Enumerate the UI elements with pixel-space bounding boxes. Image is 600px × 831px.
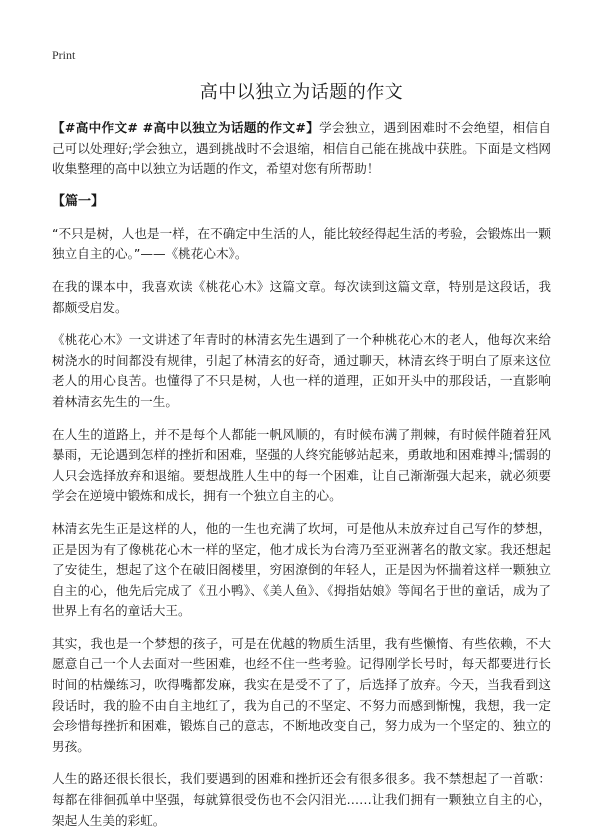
paragraph-6: 其实，我也是一个梦想的孩子，可是在优越的物质生活里，我有些懒惰、有些依赖，不大愿意自己一个人去面对一些困难，也经不住一些考验。记得刚学长号时，每天都要进行长时间的枯燥练习，吹得嘴都发麻，我实在是受不了了，后选择了放弃。今天，当我看到这段话时，我的脸不由自主地红了，我为自己的不坚定、不努力而感到惭愧，我想，我一定会珍惜每挫折和困难，锻炼自己的意志，不断地改变自己，努力成为一个坚定的、独立的男孩。	[52, 635, 551, 754]
paragraph-quote: “不只是树，人也是一样，在不确定中生活的人，能比较经得起生活的考验，会锻炼出一颗独立自主的心。”——《桃花心木》。	[52, 225, 551, 262]
section-heading: 【篇一】	[52, 193, 105, 209]
paragraph-5: 林清玄先生正是这样的人，他的一生也充满了坎坷，可是他从未放弃过自己写作的梦想，正是因为有了像桃花心木一样的坚定，他才成长为台湾乃至亚洲著名的散文家。我还想起了安徒生，想起了这个在破旧阁楼里，穷困潦倒的年轻人，正是因为怀揣着这样一颗独立自主的心，他先后完成了《丑小鸭》、《美人鱼》、《拇指姑娘》等闻名于世的童话，成为了世界上有名的童话大王。	[52, 520, 551, 619]
page-title: 高中以独立为话题的作文	[199, 82, 404, 103]
intro-paragraph	[52, 118, 551, 180]
paragraph-7: 人生的路还很长很长，我们要遇到的困难和挫折还会有很多很多。我不禁想起了一首歌：每都在徘徊孤单中坚强，每就算很受伤也不会闪泪光……让我们拥有一颗独立自主的心，架起人生美的彩虹。	[52, 771, 551, 828]
paragraph-4: 在人生的道路上，并不是每个人都能一帆风顺的，有时候布满了荆棘，有时候伴随着狂风暴雨，无论遇到怎样的挫折和困难，坚强的人终究能够站起来，勇敢地和困难搏斗;懦弱的人只会选择放弃和退缩。要想战胜人生中的每一个困难，让自己渐渐强大起来，就必须要学会在逆境中锻炼和成长，拥有一个独立自主的心。	[52, 426, 551, 504]
paragraph-2: 在我的课本中，我喜欢读《桃花心木》这篇文章。每次读到这篇文章，特别是这段话，我都颇受启发。	[52, 278, 551, 315]
print-label: Print	[52, 48, 76, 62]
intro-tag: 【#高中作文# #高中以独立为话题的作文#】	[52, 120, 320, 135]
intro-text: 学会独立，遇到困难时不会绝望，相信自己可以处理好;学会独立，遇到挑战时不会退缩，相信自己能在挑战中获胜。下面是文档网收集整理的高中以独立为话题的作文，希望对您有所帮助！	[52, 120, 552, 177]
paragraph-3: 《桃花心木》一文讲述了年青时的林清玄先生遇到了一个种桃花心木的老人，他每次来给树浇水的时间都没有规律，引起了林清玄的好奇，通过聊天，林清玄终于明白了原来这位老人的用心良苦。也懂得了不只是树，人也一样的道理，正如开头中的那段话，一直影响着林清玄先生的一生。	[52, 332, 551, 409]
